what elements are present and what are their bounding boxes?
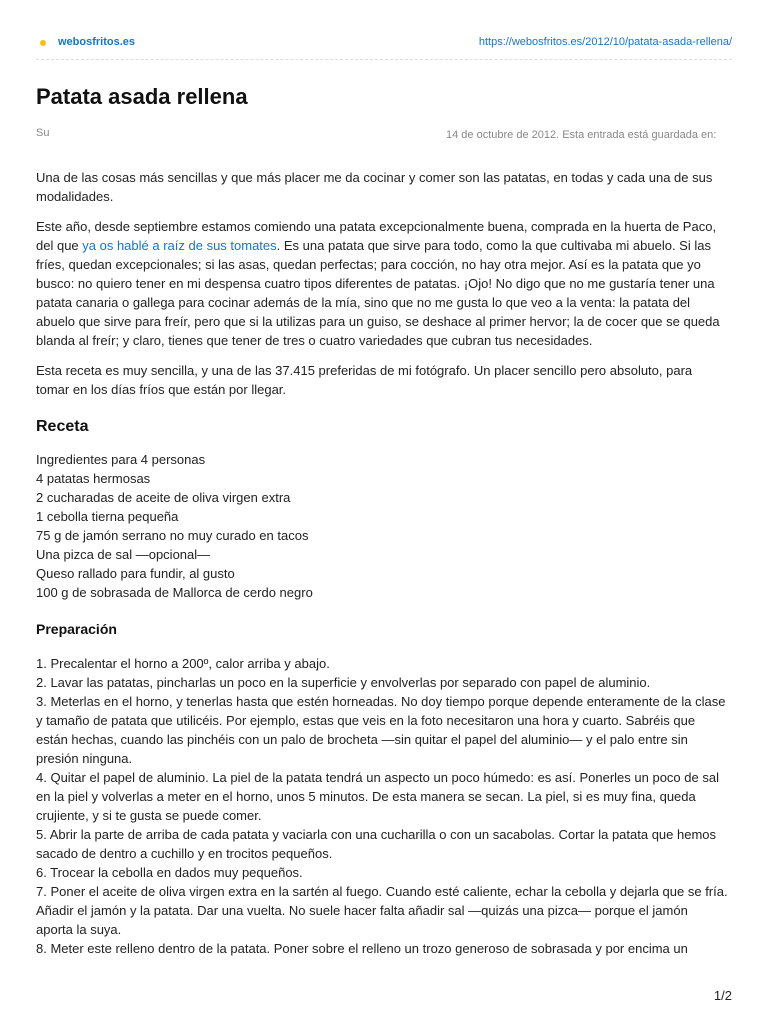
preparation-heading: Preparación: [36, 621, 117, 637]
ingredient-item: 2 cucharadas de aceite de oliva virgen extra: [36, 490, 291, 505]
step-item: 6. Trocear la cebolla en dados muy pequeños.: [36, 865, 303, 880]
step-item: 2. Lavar las patatas, pincharlas un poco en la superficie y envolverlas por separado con papel de aluminio.: [36, 675, 651, 690]
page-header: [36, 36, 732, 54]
article-content: [36, 168, 728, 958]
step-item: 8. Meter este relleno dentro de la patata. Poner sobre el relleno un trozo generoso de sobrasada y por encima un: [36, 941, 688, 956]
recipe-heading: Receta: [36, 418, 89, 435]
ingredients-list: [36, 450, 728, 602]
potato-paragraph: [36, 217, 728, 350]
ingredient-item: Ingredientes para 4 personas: [36, 452, 206, 467]
ingredient-item: Queso rallado para fundir, al gusto: [36, 566, 235, 581]
tomatoes-link[interactable]: ya os hablé a raíz de sus tomates: [82, 238, 277, 253]
page-number: 1/2: [713, 988, 732, 1003]
ingredient-item: Una pizca de sal —opcional—: [36, 547, 211, 562]
step-item: 5. Abrir la parte de arriba de cada patata y vaciarla con una cucharilla o con un sacabolas. Cortar la patata que hemos sacado de dentro a cuchillo y en trocitos pequeños.: [36, 827, 717, 861]
page-url-link[interactable]: https://webosfritos.es/2012/10/patata-asada-rellena/: [478, 36, 732, 48]
recipe-intro-paragraph: Esta receta es muy sencilla, y una de las 37.415 preferidas de mi fotógrafo. Un placer sencillo pero absoluto, para tomar en los días fríos que están por llegar.: [36, 363, 693, 397]
step-item: 3. Meterlas en el horno, y tenerlas hasta que estén horneadas. No doy tiempo porque depende enteramente de la clase y tamaño de patata que utilicéis. Por ejemplo, estas que veis en la foto necesitaron una hora y cuarto. Sabréis que están hechas, cuando las pinchéis con un palo de brocheta —sin quitar el papel del aluminio— y el palo entre sin presión ninguna.: [36, 694, 726, 766]
site-bullet-icon: [40, 40, 46, 46]
ingredient-item: 100 g de sobrasada de Mallorca de cerdo negro: [36, 585, 313, 600]
potato-paragraph-start: Este año, desde septiembre estamos comiendo una patata excepcionalmente buena, comprada en la huerta de Paco, del que: [36, 219, 717, 253]
article-author: Su: [36, 127, 50, 139]
ingredient-item: 75 g de jamón serrano no muy curado en tacos: [36, 528, 309, 543]
steps-list: [36, 654, 728, 958]
ingredient-item: 1 cebolla tierna pequeña: [36, 509, 179, 524]
intro-paragraph: Una de las cosas más sencillas y que más placer me da cocinar y comer son las patatas, en todas y cada una de sus modalidades.: [36, 170, 713, 204]
article-title: Patata asada rellena: [36, 84, 248, 109]
step-item: 1. Precalentar el horno a 200º, calor arriba y abajo.: [36, 656, 330, 671]
header-divider: [36, 59, 732, 60]
step-item: 4. Quitar el papel de aluminio. La piel de la patata tendrá un aspecto un poco húmedo: es así. Ponerles un poco de sal en la piel y volverlas a meter en el horno, unos 5 minutos. De esta manera se secan. La piel, si es muy fina, queda crujiente, y si te gusta se puede comer.: [36, 770, 719, 823]
ingredient-item: 4 patatas hermosas: [36, 471, 151, 486]
step-item: 7. Poner el aceite de oliva virgen extra en la sartén al fuego. Cuando esté caliente, echar la cebolla y dejarla que se fría. Añadir el jamón y la patata. Dar una vuelta. No suele hacer falta añadir sal —quizás una pizca— porque el jamón aporta la suya.: [36, 884, 728, 937]
potato-paragraph-end: . Es una patata que sirve para todo, como la que cultivaba mi abuelo. Si las fríes, quedan excepcionales; si las asas, quedan perfectas; para cocción, no hay otra mejor. Así es la patata que yo busco: no quiero tener en mi despensa cuatro tipos diferentes de patatas. ¡Ojo! No digo que no me gustaría tener una patata canaria o gallega para cocinar además de la mía, sino que no me gusta lo que veo a la venta: la patata del abuelo que sirve para freír, pero que si la utilizas para un guiso, se deshace al primer hervor; la de cocer que se queda blanda al freír; y claro, tienes que tener de tres o cuatro variedades que cubran tus necesidades.: [36, 238, 720, 348]
site-name-link[interactable]: webosfritos.es: [58, 36, 136, 48]
article-meta: 14 de octubre de 2012. Esta entrada está guardada en:: [446, 129, 717, 141]
